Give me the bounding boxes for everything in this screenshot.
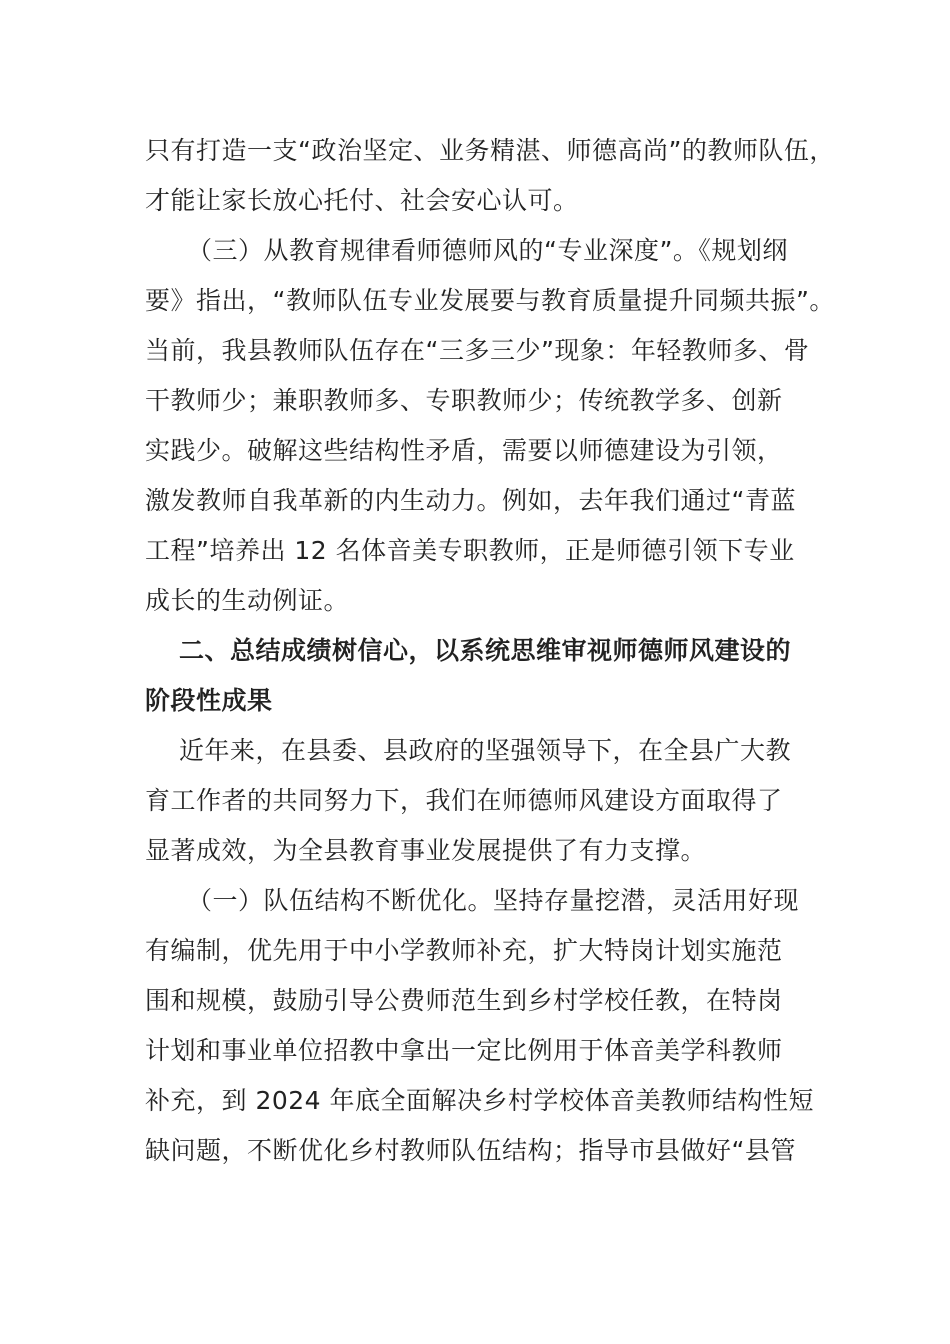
text-line: 补充，到 2024 年底全面解决乡村学校体音美教师结构性短 (145, 1086, 815, 1115)
text-line: 育工作者的共同努力下，我们在师德师风建设方面取得了 (145, 786, 783, 815)
text-line: 要》指出，“教师队伍专业发展要与教育质量提升同频共振”。 (145, 286, 835, 315)
text-line: 有编制，优先用于中小学教师补充，扩大特岗计划实施范 (145, 936, 783, 965)
text-line: 成长的生动例证。 (145, 586, 350, 615)
text-line: 才能让家长放心托付、社会安心认可。 (145, 186, 579, 215)
subsection-heading-line: （三）从教育规律看师德师风的“专业深度”。《规划纲 (187, 236, 788, 265)
text-line: 干教师少；兼职教师多、专职教师少；传统教学多、创新 (145, 386, 783, 415)
text-line: 工程”培养出 12 名体音美专职教师，正是师德引领下专业 (145, 536, 795, 565)
section-heading-line: 二、总结成绩树信心，以系统思维审视师德师风建设的 (179, 636, 792, 665)
text-line: 缺问题，不断优化乡村教师队伍结构；指导市县做好“县管 (145, 1136, 796, 1165)
text-line: 激发教师自我革新的内生动力。例如，去年我们通过“青蓝 (145, 486, 796, 515)
text-line: 只有打造一支“政治坚定、业务精湛、师德高尚”的教师队伍， (145, 136, 835, 165)
text-line: 当前，我县教师队伍存在“三多三少”现象：年轻教师多、骨 (145, 336, 810, 365)
paragraph-first-line: 近年来，在县委、县政府的坚强领导下，在全县广大教 (179, 736, 792, 765)
subsection-heading-line: （一）队伍结构不断优化。坚持存量挖潜，灵活用好现 (187, 886, 800, 915)
document-body (145, 126, 835, 1176)
text-line: 显著成效，为全县教育事业发展提供了有力支撑。 (145, 836, 707, 865)
text-line: 围和规模，鼓励引导公费师范生到乡村学校任教，在特岗 (145, 986, 783, 1015)
text-line: 实践少。破解这些结构性矛盾，需要以师德建设为引领， (145, 436, 783, 465)
section-heading-line: 阶段性成果 (145, 686, 273, 715)
text-line: 计划和事业单位招教中拿出一定比例用于体音美学科教师 (145, 1036, 783, 1065)
